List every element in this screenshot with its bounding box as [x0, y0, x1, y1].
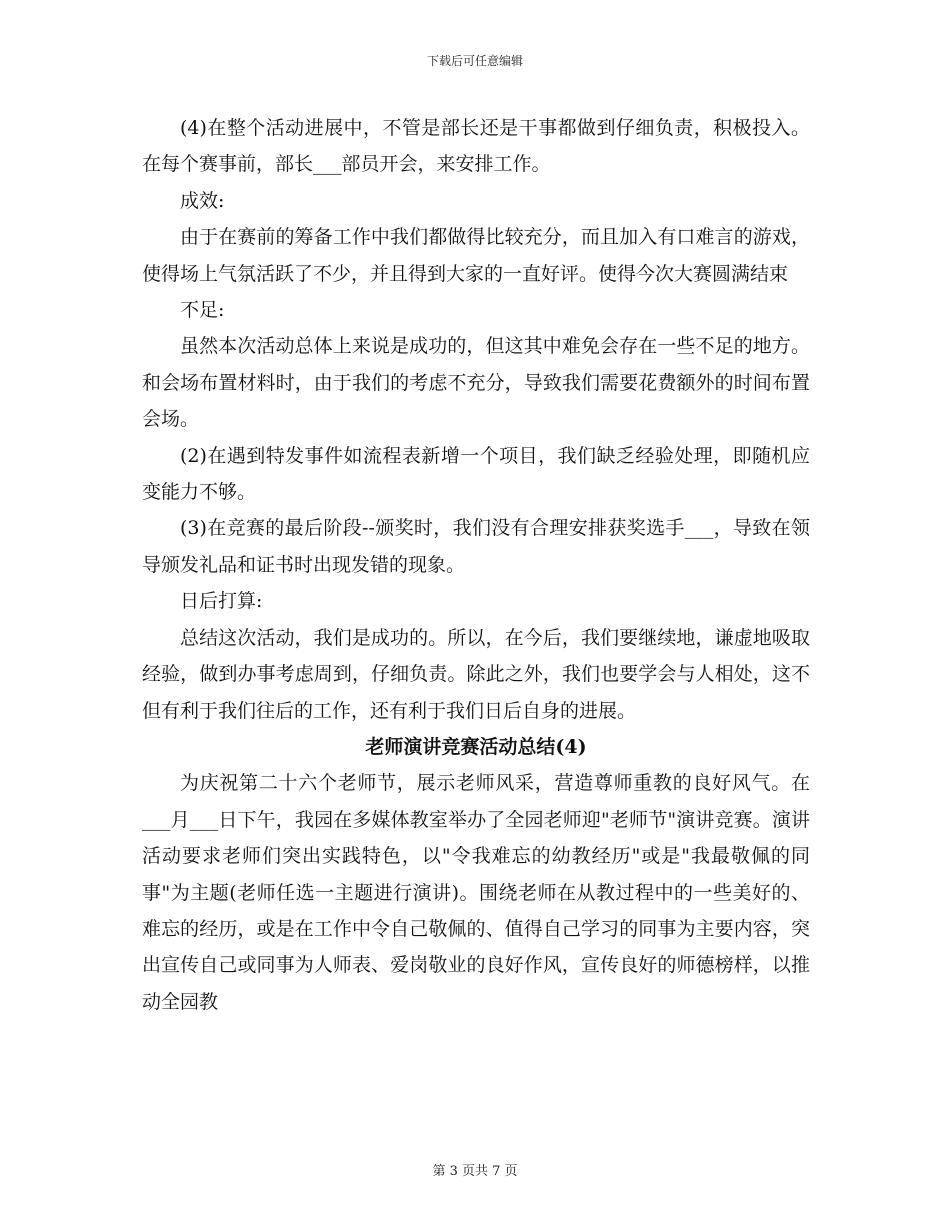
paragraph-shortcomings: 虽然本次活动总体上来说是成功的，但这其中难免会存在一些不足的地方。和会场布置材料时，由于我们的考虑不充分，导致我们需要花费额外的时间布置会场。: [142, 335, 810, 431]
paragraph-future-plans: 总结这次活动，我们是成功的。所以，在今后，我们要继续地，谦虚地吸取经验，做到办事考虑周到，仔细负责。除此之外，我们也要学会与人相处，这不但有利于我们往后的工作，还有利于我们日后自身的进展。: [142, 626, 810, 722]
paragraph-point-3: (3)在竞赛的最后阶段--颁奖时，我们没有合理安排获奖选手___，导致在领导颁发礼品和证书时出现发错的现象。: [142, 517, 810, 576]
paragraph-point-4: (4)在整个活动进展中，不管是部长还是干事都做到仔细负责，积极投入。在每个赛事前，部长___部员开会，来安排工作。: [142, 117, 810, 176]
paragraph-point-2: (2)在遇到特发事件如流程表新增一个项目，我们缺乏经验处理，即随机应变能力不够。: [142, 444, 810, 504]
heading-results: 成效:: [180, 189, 225, 212]
section-title: 老师演讲竞赛活动总结(4): [365, 735, 587, 758]
heading-shortcomings: 不足:: [180, 299, 225, 322]
page-header: 下载后可任意编辑: [426, 54, 523, 68]
page-footer: 第 3 页共 7 页: [432, 1164, 518, 1179]
heading-future-plans: 日后打算:: [180, 590, 263, 613]
section-paragraph: 为庆祝第二十六个老师节，展示老师风采，营造尊师重教的良好风气。在___月___日下午，我园在多媒体教室举办了全园老师迎"老师节"演讲竞赛。演讲活动要求老师们突出实践特色，以"令我难忘的幼教经历"或是"我最敬佩的同事"为主题(老师任选一主题进行演讲)。围绕老师在从教过程中的一些美好的、难忘的经历，或是在工作中令自己敬佩的、值得自己学习的同事为主要内容，突出宣传自己或同事为人师表、爱岗敬业的良好作风，宣传良好的师德榜样，以推动全园教: [142, 772, 810, 1013]
paragraph-results: 由于在赛前的筹备工作中我们都做得比较充分，而且加入有口难言的游戏，使得场上气氛活跃了不少，并且得到大家的一直好评。使得今次大赛圆满结束: [142, 226, 810, 285]
document-body: [142, 110, 810, 1020]
